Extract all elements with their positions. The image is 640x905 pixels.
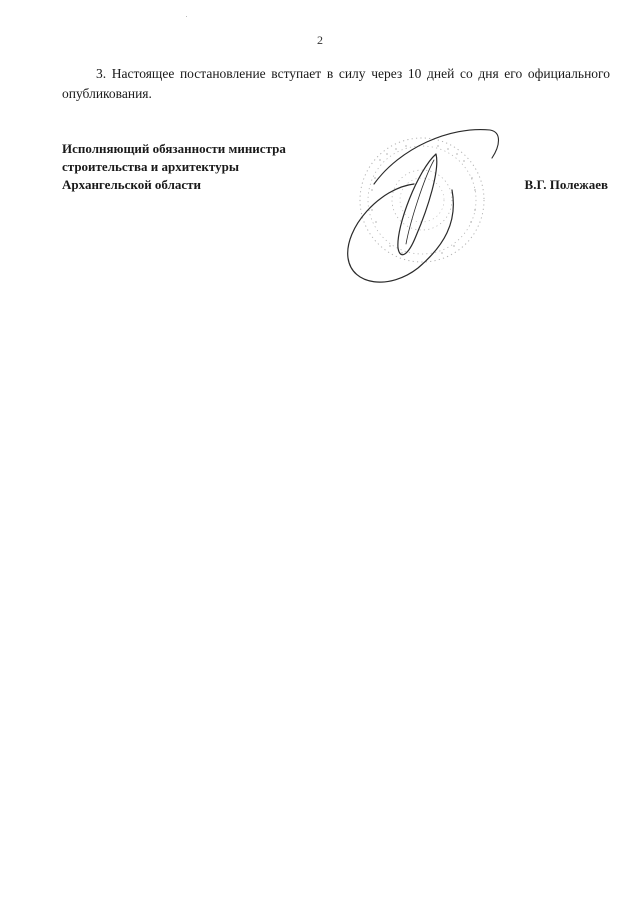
stamp-text-marks (371, 145, 476, 254)
page-number: 2 (317, 33, 323, 47)
signer-position (62, 140, 342, 194)
signature-and-stamp-icon (340, 118, 510, 293)
scan-artifact (186, 16, 187, 17)
signer-position-line: Архангельской области (62, 177, 202, 192)
signer-position-line: Исполняющий обязанности министра (62, 141, 286, 156)
signer-position-line: строительства и архитектуры (62, 159, 239, 174)
body-paragraph: 3. Настоящее постановление вступает в силу через 10 дней со дня его официального опубликования. (62, 66, 610, 101)
handwritten-signature (348, 130, 499, 283)
signer-name: В.Г. Полежаев (524, 177, 608, 192)
